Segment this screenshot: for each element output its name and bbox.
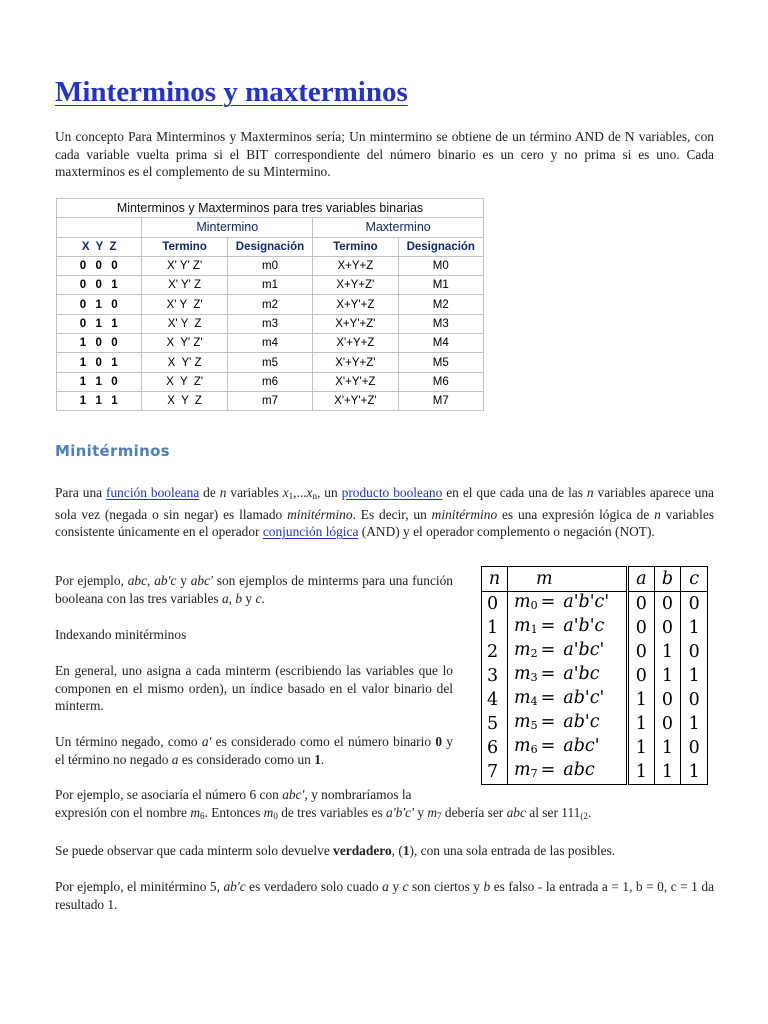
paragraph-minitermino-5: Por ejemplo, el minitérmino 5, ab'c es verdadero solo cuado a y c son ciertos y b es falso - la entrada a = 1, b = 0, c = 1 da resultado 1. (55, 879, 715, 912)
mm-table-row (57, 353, 484, 372)
intro-paragraph: Un concepto Para Minterminos y Maxterminos sería; Un mintermino se obtiene de un término AND de N variables, con cada variable vuelta prima si el BIT correspondiente del número binario es un cero y no prima si es uno. Cada maxterminos es el complemento de su Mintermino. (55, 129, 714, 179)
math-cell-m: $m_4 = ab'c'$ (508, 688, 628, 712)
math-cell-c: 1 (681, 760, 708, 785)
paragraph-general: En general, uno asigna a cada minterm (escribiendo las variables que lo componen en el mismo orden), un índice basado en el valor binario del minterm. (55, 663, 453, 713)
mm-group-empty (57, 218, 142, 237)
mm-cell-mname: m3 (227, 314, 312, 333)
math-cell-m: $m_2 = a'bc'$ (508, 640, 628, 664)
paragraph-definition: Para una función booleana de n variables $x_1,...x_n$, un producto booleano en el que cada una de las n variables aparece una sola vez (negada o sin negar) es llamado minitérmino. Es decir, un minitérmino es una expresión lógica de n variables consistente únicamente en el operador conjunción lógica (AND) y el operador complemento o negación (NOT). (55, 485, 715, 539)
math-table-row (482, 712, 708, 736)
mm-cell-mterm: X Y Z' (142, 372, 227, 391)
paragraph-ejemplo-6: Por ejemplo, se asociaría el número 6 con abc', y nombraríamos la expresión con el nombre $m_6$. Entonces $m_0$ de tres variables es a'b'c' y $m_7$ debería ser abc al ser $111_{(2}$. (55, 787, 592, 821)
math-cell-n: 5 (482, 712, 508, 736)
mm-table-caption: Minterminos y Maxterminos para tres variables binarias (57, 199, 484, 218)
paragraph-negado: Un término negado, como a' es considerado como el número binario 0 y el término no negado a es considerado como un 1. (55, 734, 453, 767)
mm-cell-bits: 1 1 0 (57, 372, 142, 391)
math-cell-b: 0 (654, 592, 681, 617)
mm-cell-mterm: X' Y Z (142, 314, 227, 333)
mm-table-row (57, 256, 484, 275)
mm-cell-mterm: X'+Y'+Z (313, 372, 398, 391)
minterm-index-table (481, 566, 708, 785)
math-cell-a: 1 (628, 712, 655, 736)
math-table-row (482, 616, 708, 640)
math-cell-n: 7 (482, 760, 508, 785)
math-cell-m: $m_3 = a'bc$ (508, 664, 628, 688)
math-cell-b: 1 (654, 640, 681, 664)
mm-cell-bits: 0 0 0 (57, 256, 142, 275)
mm-cell-mname: M6 (398, 372, 483, 391)
mm-cell-mterm: X Y' Z' (142, 334, 227, 353)
math-header-c: c (681, 567, 708, 592)
math-cell-m: $m_5 = ab'c$ (508, 712, 628, 736)
mm-cell-bits: 0 0 1 (57, 276, 142, 295)
mm-cell-mname: m1 (227, 276, 312, 295)
math-cell-a: 1 (628, 736, 655, 760)
link-funcion-booleana[interactable]: función booleana (106, 485, 200, 500)
mm-cell-mname: m0 (227, 256, 312, 275)
math-table-row (482, 736, 708, 760)
math-cell-n: 4 (482, 688, 508, 712)
math-cell-a: 0 (628, 592, 655, 617)
mm-table-row (57, 314, 484, 333)
mm-cell-mterm: X' Y' Z (142, 276, 227, 295)
mm-cell-bits: 0 1 1 (57, 314, 142, 333)
mm-cell-mterm: X+Y'+Z' (313, 314, 398, 333)
mm-cell-mname: m7 (227, 391, 312, 410)
mm-cell-mname: M2 (398, 295, 483, 314)
mm-cell-mname: M4 (398, 334, 483, 353)
mm-header-termino-min: Termino (142, 237, 227, 256)
math-header-a: a (628, 567, 655, 592)
mm-cell-mterm: X+Y'+Z (313, 295, 398, 314)
math-cell-m: $m_0 = a'b'c'$ (508, 592, 628, 617)
math-table-row (482, 592, 708, 617)
math-cell-c: 1 (681, 616, 708, 640)
math-table-row (482, 640, 708, 664)
mm-cell-mname: M5 (398, 353, 483, 372)
math-header-m: m (508, 567, 628, 592)
math-cell-c: 1 (681, 712, 708, 736)
math-cell-a: 0 (628, 616, 655, 640)
math-cell-n: 1 (482, 616, 508, 640)
mm-table-row (57, 391, 484, 410)
mm-cell-bits: 1 0 1 (57, 353, 142, 372)
mm-cell-mterm: X' Y Z' (142, 295, 227, 314)
math-cell-b: 0 (654, 712, 681, 736)
mm-cell-mterm: X Y Z (142, 391, 227, 410)
mm-cell-mterm: X Y' Z (142, 353, 227, 372)
mm-cell-mterm: X' Y' Z' (142, 256, 227, 275)
paragraph-verdadero: Se puede observar que cada minterm solo devuelve verdadero, (1), con una sola entrada de las posibles. (55, 843, 616, 858)
minterm-maxterm-table (56, 198, 484, 411)
math-table-body (482, 592, 708, 785)
paragraph-indexando: Indexando minitérminos (55, 627, 187, 642)
math-cell-a: 1 (628, 760, 655, 785)
mm-table-row (57, 295, 484, 314)
mm-table-row (57, 276, 484, 295)
math-cell-m: $m_6 = abc'$ (508, 736, 628, 760)
math-cell-c: 0 (681, 592, 708, 617)
math-table-row (482, 760, 708, 785)
section-heading-minterminos: Minitérminos (55, 442, 170, 460)
mm-group-maxtermino: Maxtermino (313, 218, 484, 237)
mm-header-designacion-min: Designación (227, 237, 312, 256)
math-cell-a: 1 (628, 688, 655, 712)
mm-cell-mname: M1 (398, 276, 483, 295)
link-producto-booleano[interactable]: producto booleano (341, 485, 443, 500)
math-header-b: b (654, 567, 681, 592)
math-cell-a: 0 (628, 664, 655, 688)
math-table-row (482, 688, 708, 712)
mm-cell-bits: 1 0 0 (57, 334, 142, 353)
math-cell-b: 1 (654, 664, 681, 688)
math-header-n: n (482, 567, 508, 592)
math-cell-n: 0 (482, 592, 508, 617)
math-cell-c: 1 (681, 664, 708, 688)
mm-cell-mname: m5 (227, 353, 312, 372)
mm-header-designacion-max: Designación (398, 237, 483, 256)
math-table-row (482, 664, 708, 688)
mm-table-row (57, 372, 484, 391)
mm-cell-mterm: X'+Y+Z' (313, 353, 398, 372)
mm-cell-bits: 1 1 1 (57, 391, 142, 410)
mm-cell-mname: m4 (227, 334, 312, 353)
math-cell-n: 2 (482, 640, 508, 664)
math-cell-c: 0 (681, 736, 708, 760)
mm-cell-mname: m6 (227, 372, 312, 391)
mm-cell-mname: M7 (398, 391, 483, 410)
mm-header-xyz: X Y Z (57, 237, 142, 256)
page-title: Minterminos y maxterminos (55, 76, 408, 108)
mm-cell-mterm: X+Y+Z' (313, 276, 398, 295)
mm-table-row (57, 334, 484, 353)
math-cell-n: 3 (482, 664, 508, 688)
mm-cell-mterm: X+Y+Z (313, 256, 398, 275)
math-cell-b: 1 (654, 736, 681, 760)
math-cell-b: 1 (654, 760, 681, 785)
mm-table-body (57, 256, 484, 410)
paragraph-examples: Por ejemplo, abc, ab'c y abc' son ejemplos de minterms para una función booleana con las tres variables a, b y c. (55, 573, 454, 606)
math-cell-b: 0 (654, 616, 681, 640)
link-conjuncion-logica[interactable]: conjunción lógica (262, 524, 359, 539)
mm-cell-mterm: X'+Y+Z (313, 334, 398, 353)
mm-group-mintermino: Mintermino (142, 218, 313, 237)
math-cell-m: $m_7$ = abc (508, 760, 628, 785)
mm-header-termino-max: Termino (313, 237, 398, 256)
mm-cell-mname: m2 (227, 295, 312, 314)
mm-cell-bits: 0 1 0 (57, 295, 142, 314)
math-cell-b: 0 (654, 688, 681, 712)
math-cell-c: 0 (681, 640, 708, 664)
math-cell-m: $m_1 = a'b'c$ (508, 616, 628, 640)
math-cell-n: 6 (482, 736, 508, 760)
mm-cell-mname: M0 (398, 256, 483, 275)
math-cell-a: 0 (628, 640, 655, 664)
math-cell-c: 0 (681, 688, 708, 712)
mm-cell-mterm: X'+Y'+Z' (313, 391, 398, 410)
mm-cell-mname: M3 (398, 314, 483, 333)
